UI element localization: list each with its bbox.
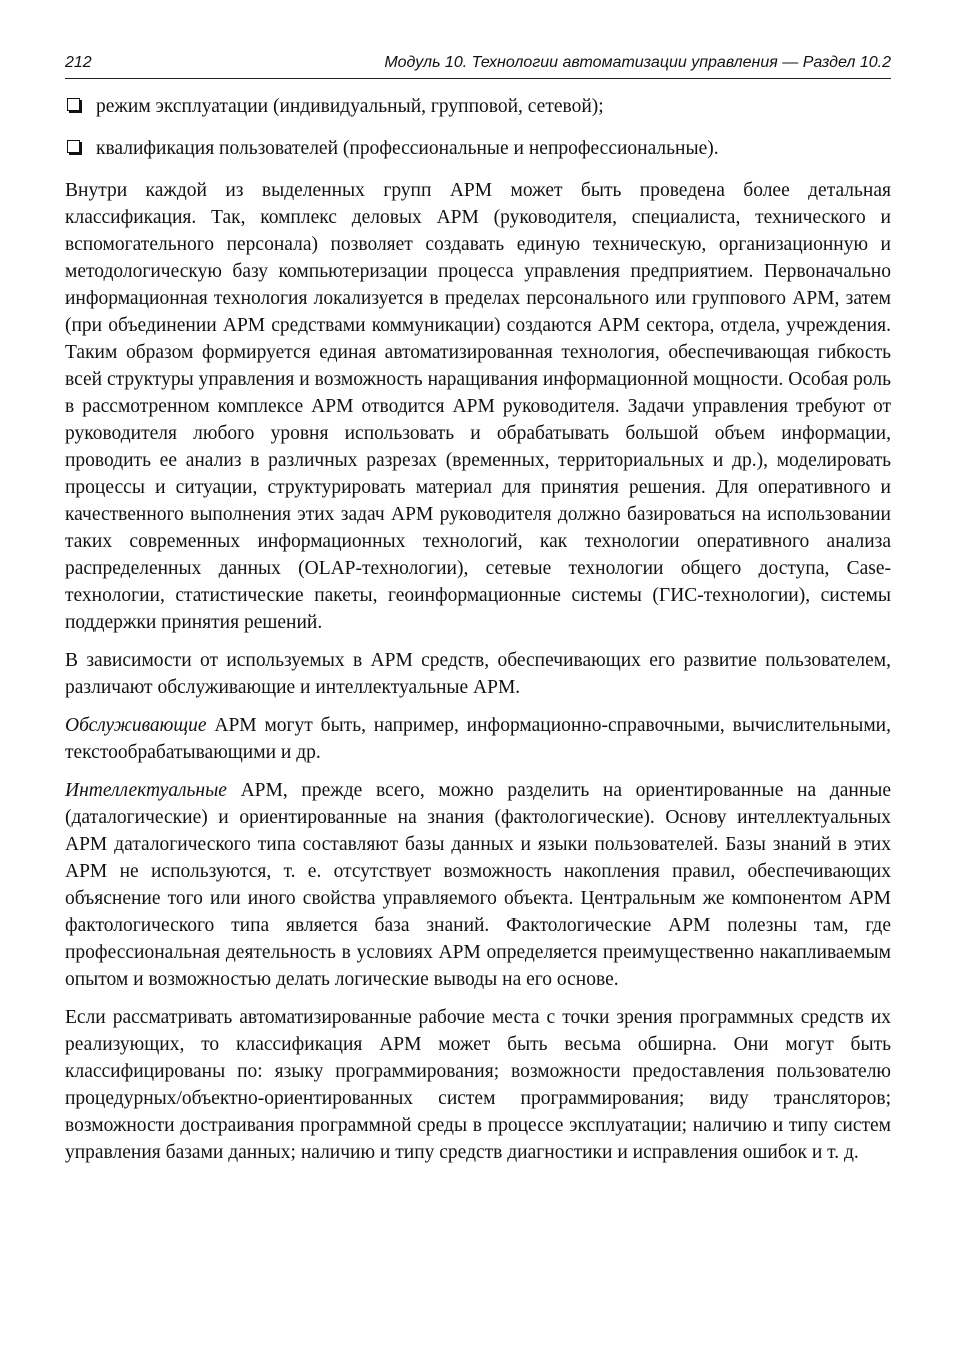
paragraph-intellectual-arm (65, 777, 891, 993)
running-title: Модуль 10. Технологии автоматизации управления — Раздел 10.2 (384, 54, 891, 71)
list-item (65, 135, 891, 162)
paragraph-arm-classification: Внутри каждой из выделенных групп АРМ может быть проведена более детальная классификация. Так, комплекс деловых АРМ (руководителя, специалиста, технического и вспомогательного персонала) позволяет создавать единую техническую, организационную и методологическую базу компьютеризации процесса управления предприятием. Первоначально информационная технология локализуется в пределах персонального или группового АРМ, затем (при объединении АРМ средствами коммуникации) создаются АРМ сектора, отдела, учреждения. Таким образом формируется единая автоматизированная технология, обеспечивающая гибкость всей структуры управления и возможность наращивания информационной мощности. Особая роль в рассмотренном комплексе АРМ отводится АРМ руководителя. Задачи управления требуют от руководителя любого уровня использовать и обрабатывать большой объем информации, проводить ее анализ в различных разрезах (временных, территориальных и др.), моделировать процессы и ситуации, структурировать материал для принятия решения. Для оперативного и качественного выполнения этих задач АРМ руководителя должно базироваться на использовании таких современных информационных технологий, как технологии оперативного анализа распределенных данных (OLAP-технологии), сетевые технологии общего доступа, Case-технологии, статистические пакеты, геоинформационные системы (ГИС-технологии), системы поддержки принятия решений. (65, 180, 891, 633)
bullet-list (65, 93, 891, 162)
term-intellectual: Интеллектуальные (65, 780, 227, 801)
paragraph-arm-types: В зависимости от используемых в АРМ средств, обеспечивающих его развитие пользователем, различают обслуживающие и интеллектуальные АРМ. (65, 650, 891, 698)
paragraph-text: АРМ могут быть, например, информационно-справочными, вычислительными, текстообрабатывающими и др. (65, 715, 891, 763)
paragraph-serving-arm (65, 712, 891, 766)
running-header (65, 52, 891, 79)
list-item (65, 93, 891, 120)
list-item-text: режим эксплуатации (индивидуальный, групповой, сетевой); (96, 96, 604, 117)
paragraph-text: АРМ, прежде всего, можно разделить на ориентированные на данные (даталогические) и ориентированные на знания (фактологические). Основу интеллектуальных АРМ даталогического типа составляют базы данных и языки пользователей. Базы знаний в этих АРМ не используются, т. е. отсутствует возможность накопления правил, обеспечивающих объяснение того или иного свойства управляемого объекта. Центральным же компонентом АРМ фактологического типа является база знаний. Фактологические АРМ полезны там, где профессиональная деятельность в условиях АРМ определяется преимущественно накапливаемым опытом и возможностью делать логические выводы на его основе. (65, 780, 891, 990)
paragraph-software-classification: Если рассматривать автоматизированные рабочие места с точки зрения программных средств их реализующих, то классификация АРМ может быть весьма обширна. Они могут быть классифицированы по: языку программирования; возможности предоставления пользователю процедурных/объектно-ориентированных систем программирования; виду трансляторов; возможности достраивания программной среды в процессе эксплуатации; наличию и типу систем управления базами данных; наличию и типу средств диагностики и исправления ошибок и т. д. (65, 1007, 891, 1163)
list-item-text: квалификация пользователей (профессиональные и непрофессиональные). (96, 138, 719, 159)
checkbox-bullet-icon (67, 98, 80, 111)
book-page (65, 52, 891, 1177)
page-number: 212 (65, 54, 92, 71)
term-serving: Обслуживающие (65, 715, 207, 736)
checkbox-bullet-icon (67, 140, 80, 153)
